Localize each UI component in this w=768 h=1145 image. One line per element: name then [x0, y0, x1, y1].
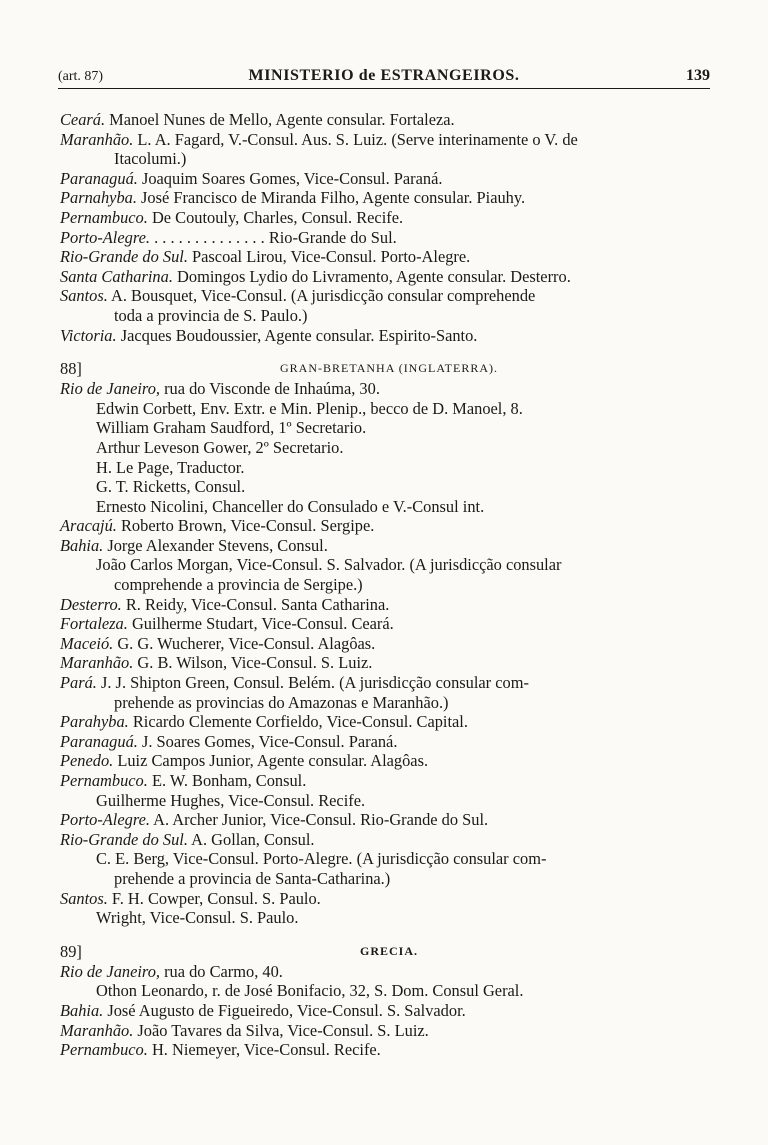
entry-text: H. Le Page, Traductor.: [96, 457, 245, 477]
entry-line: [60, 188, 718, 208]
entry-text: Wright, Vice-Consul. S. Paulo.: [96, 908, 299, 928]
entry-line: [60, 286, 718, 306]
place-name: Porto-Alegre.: [60, 227, 150, 247]
entry-text: A. Gollan, Consul.: [187, 829, 315, 849]
entry-list-top: [60, 110, 718, 345]
entry-text: L. A. Fagard, V.-Consul. Aus. S. Luiz. (Serve interinamente o V. de: [133, 129, 578, 149]
entry-line: [60, 1001, 718, 1021]
entry-line: [60, 208, 718, 228]
entry-text: rua do Visconde de Inhaúma, 30.: [159, 379, 380, 399]
entry-text: F. H. Cowper, Consul. S. Paulo.: [107, 888, 321, 908]
entry-text: De Coutouly, Charles, Consul. Recife.: [147, 207, 404, 227]
entry-text: José Francisco de Miranda Filho, Agente consular. Piauhy.: [136, 188, 526, 208]
place-name: Santa Catharina.: [60, 266, 173, 286]
place-name: Paranaguá.: [60, 731, 138, 751]
place-name: Penedo.: [60, 751, 114, 771]
entry-line: [60, 438, 718, 458]
place-name: Maranhão.: [60, 129, 134, 149]
entry-line: [60, 130, 718, 150]
entry-text: C. E. Berg, Vice-Consul. Porto-Alegre. (A jurisdicção consular com-: [96, 849, 547, 869]
entry-text: E. W. Bonham, Consul.: [147, 771, 307, 790]
entry-text: toda a provincia de S. Paulo.): [114, 305, 308, 325]
entry-line: [60, 399, 718, 419]
entry-text: Jorge Alexander Stevens, Consul.: [103, 535, 328, 555]
entry-text: A. Archer Junior, Vice-Consul. Rio-Grande do Sul.: [149, 810, 489, 830]
place-name: Parnahyba.: [60, 188, 137, 208]
place-name: Pernambuco.: [60, 207, 148, 227]
entry-line: [60, 536, 718, 556]
place-name: Maranhão.: [60, 653, 134, 673]
place-name: Maranhão.: [60, 1020, 134, 1040]
entry-text: João Carlos Morgan, Vice-Consul. S. Salvador. (A jurisdicção consular: [96, 555, 562, 575]
place-name: Pernambuco.: [60, 1040, 148, 1060]
entry-text: prehende a provincia de Santa-Catharina.): [114, 868, 391, 888]
place-name: Parahyba.: [60, 712, 129, 732]
entry-line: [60, 791, 718, 811]
entry-text: Joaquim Soares Gomes, Vice-Consul. Paraná.: [137, 168, 443, 188]
entry-line: [60, 830, 718, 850]
entry-text: G. B. Wilson, Vice-Consul. S. Luiz.: [133, 653, 373, 673]
entry-line: [60, 149, 718, 169]
section-heading-88: [60, 359, 718, 379]
entry-line: [60, 1040, 718, 1060]
entry-line: [60, 693, 718, 713]
entry-text: Jacques Boudoussier, Agente consular. Espirito-Santo.: [116, 325, 478, 345]
entry-text: Guilherme Hughes, Vice-Consul. Recife.: [96, 790, 366, 810]
section-number: 88]: [60, 359, 82, 379]
place-name: Maceió.: [60, 633, 114, 653]
section-heading-89: [60, 942, 718, 962]
entry-text: G. G. Wucherer, Vice-Consul. Alagôas.: [113, 633, 376, 653]
entry-line: [60, 712, 718, 732]
entry-line: [60, 751, 718, 771]
running-header: [58, 64, 710, 89]
place-name: Desterro.: [60, 594, 122, 614]
entry-line: [60, 326, 718, 346]
entry-text: Pascoal Lirou, Vice-Consul. Porto-Alegre.: [187, 247, 471, 267]
section-title: GRECIA.: [359, 943, 418, 958]
entry-text: Guilherme Studart, Vice-Consul. Ceará.: [127, 614, 394, 634]
entry-text: Luiz Campos Junior, Agente consular. Alagôas.: [113, 751, 429, 771]
place-name: Fortaleza.: [60, 614, 128, 634]
entry-line: [60, 458, 718, 478]
entry-line: [60, 247, 718, 267]
section-number: 89]: [60, 941, 82, 961]
entry-text: Othon Leonardo, r. de José Bonifacio, 32, S. Dom. Consul Geral.: [96, 981, 524, 1001]
entry-line: [60, 849, 718, 869]
entry-line: [60, 614, 718, 634]
entry-text: rua do Carmo, 40.: [159, 961, 283, 981]
entry-text: Domingos Lydio do Livramento, Agente consular. Desterro.: [172, 266, 571, 286]
entry-line: [60, 908, 718, 928]
entry-line: [60, 575, 718, 595]
entry-line: [60, 634, 718, 654]
place-name: Rio-Grande do Sul.: [60, 829, 188, 849]
entry-line: [60, 228, 718, 248]
place-name: Porto-Alegre.: [60, 810, 150, 830]
entry-text: Itacolumi.): [114, 149, 187, 169]
entry-list-grecia: [60, 962, 718, 1060]
entry-line: [60, 110, 718, 130]
entry-line: [60, 732, 718, 752]
entry-line: [60, 418, 718, 438]
place-name: Rio de Janeiro,: [60, 961, 160, 981]
entry-line: [60, 306, 718, 326]
entry-text: J. Soares Gomes, Vice-Consul. Paraná.: [137, 731, 398, 751]
entry-text: G. T. Ricketts, Consul.: [96, 477, 246, 497]
entry-line: [60, 516, 718, 536]
entry-text: Roberto Brown, Vice-Consul. Sergipe.: [116, 516, 375, 536]
place-name: Victoria.: [60, 325, 117, 345]
entry-line: [60, 869, 718, 889]
entry-line: [60, 889, 718, 909]
page-body: [60, 110, 718, 1060]
entry-text: Arthur Leveson Gower, 2º Secretario.: [96, 437, 344, 457]
entry-line: [60, 169, 718, 189]
place-name: Paranaguá.: [60, 168, 138, 188]
page-number: 139: [686, 67, 710, 84]
entry-text: Ernesto Nicolini, Chanceller do Consulado e V.-Consul int.: [96, 496, 485, 516]
place-name: Aracajú.: [60, 516, 117, 536]
entry-text: Edwin Corbett, Env. Extr. e Min. Plenip., becco de D. Manoel, 8.: [96, 398, 523, 418]
place-name: Santos.: [60, 286, 108, 306]
place-name: Pará.: [60, 673, 97, 693]
place-name: Pernambuco.: [60, 771, 148, 790]
entry-text: prehende as provincias do Amazonas e Maranhão.): [114, 692, 449, 712]
entry-line: [60, 477, 718, 497]
entry-text: Manoel Nunes de Mello, Agente consular. Fortaleza.: [105, 110, 455, 129]
entry-text: H. Niemeyer, Vice-Consul. Recife.: [147, 1040, 381, 1060]
place-name: Bahia.: [60, 1000, 104, 1020]
entry-text: Ricardo Clemente Corfieldo, Vice-Consul. Capital.: [128, 712, 468, 732]
entry-text: . . . . . . . . . . . . . . Rio-Grande do Sul.: [149, 227, 397, 247]
entry-text: comprehende a provincia de Sergipe.): [114, 575, 363, 595]
page-title: MINISTERIO de ESTRANGEIROS.: [248, 67, 520, 84]
entry-line: [60, 981, 718, 1001]
entry-line: [60, 810, 718, 830]
entry-line: [60, 497, 718, 517]
entry-line: [60, 555, 718, 575]
place-name: Ceará.: [60, 110, 106, 129]
entry-line: [60, 653, 718, 673]
entry-line: [60, 1021, 718, 1041]
place-name: Santos.: [60, 888, 108, 908]
place-name: Rio de Janeiro,: [60, 379, 160, 399]
entry-line: [60, 595, 718, 615]
entry-line: [60, 379, 718, 399]
entry-line: [60, 267, 718, 287]
entry-text: João Tavares da Silva, Vice-Consul. S. Luiz.: [133, 1020, 429, 1040]
entry-text: A. Bousquet, Vice-Consul. (A jurisdicção consular comprehende: [107, 286, 536, 306]
section-title: GRAN-BRETANHA (INGLATERRA).: [279, 361, 499, 376]
place-name: Bahia.: [60, 535, 104, 555]
entry-text: William Graham Saudford, 1º Secretario.: [96, 418, 367, 438]
entry-text: José Augusto de Figueiredo, Vice-Consul. S. Salvador.: [103, 1000, 466, 1020]
entry-line: [60, 771, 718, 791]
entry-line: [60, 673, 718, 693]
article-ref: (art. 87): [58, 69, 104, 84]
entry-list-gran-bretanha: [60, 379, 718, 928]
entry-text: J. J. Shipton Green, Consul. Belém. (A jurisdicção consular com-: [96, 673, 529, 693]
entry-line: [60, 962, 718, 982]
entry-text: R. Reidy, Vice-Consul. Santa Catharina.: [121, 594, 390, 614]
place-name: Rio-Grande do Sul.: [60, 247, 188, 267]
